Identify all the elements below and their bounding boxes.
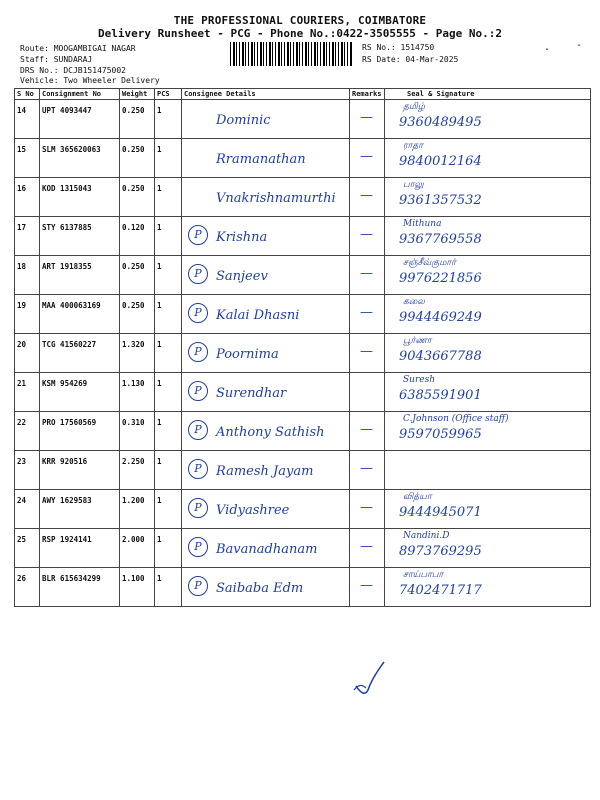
table-row: [15, 139, 591, 178]
remark-dash: —: [360, 110, 373, 125]
row-weight: 0.310: [120, 412, 155, 451]
row-consignment-no: BLR 615634299: [40, 568, 120, 607]
speck-mark: -: [576, 40, 583, 51]
consignee-name: Rramanathan: [216, 152, 306, 167]
remark-dash: —: [360, 344, 373, 359]
signer-name: சஞ்சீவ்குமார்: [403, 258, 456, 268]
row-consignment-no: STY 6137885: [40, 217, 120, 256]
delivered-mark: P: [188, 420, 208, 440]
col-sno: S No: [15, 89, 40, 100]
rs-number: RS No.: 1514750: [362, 43, 435, 52]
signer-phone: 9361357532: [399, 193, 482, 208]
signer-name: ராதா: [403, 141, 423, 151]
row-weight: 0.250: [120, 178, 155, 217]
signer-name: Nandini.D: [403, 531, 450, 541]
table-row: [15, 100, 591, 139]
runsheet-table: [14, 88, 591, 607]
signer-name: சாய்பாபா: [403, 570, 444, 580]
table-row: [15, 178, 591, 217]
table-row: [15, 217, 591, 256]
delivered-mark: P: [188, 576, 208, 596]
row-pcs: 1: [155, 139, 182, 178]
row-pcs: 1: [155, 412, 182, 451]
row-remarks: [350, 451, 385, 490]
staff-label: Staff: SUNDARAJ: [20, 55, 93, 64]
row-seal-signature: [385, 217, 591, 256]
vehicle-label: Vehicle: Two Wheeler Delivery: [20, 76, 160, 85]
row-consignee: [182, 178, 350, 217]
row-pcs: 1: [155, 295, 182, 334]
row-consignment-no: TCG 41560227: [40, 334, 120, 373]
row-seal-signature: [385, 373, 591, 412]
consignee-name: Saibaba Edm: [216, 581, 304, 596]
runsheet-title: Delivery Runsheet - PCG - Phone No.:0422-3505555 - Page No.:2: [98, 27, 502, 40]
consignee-name: Ramesh Jayam: [216, 464, 314, 479]
col-consignment: Consignment No: [40, 89, 120, 100]
remark-dash: —: [360, 578, 373, 593]
col-weight: Weight: [120, 89, 155, 100]
row-consignee: [182, 451, 350, 490]
row-seal-signature: [385, 451, 591, 490]
consignee-name: Vidyashree: [216, 503, 290, 518]
remark-dash: —: [360, 188, 373, 203]
row-consignee: [182, 568, 350, 607]
row-pcs: 1: [155, 529, 182, 568]
row-consignment-no: MAA 400063169: [40, 295, 120, 334]
row-weight: 0.250: [120, 100, 155, 139]
row-consignment-no: KRR 920516: [40, 451, 120, 490]
row-remarks: [350, 178, 385, 217]
row-remarks: [350, 529, 385, 568]
delivered-mark: P: [188, 342, 208, 362]
rs-date: RS Date: 04-Mar-2025: [362, 55, 459, 64]
row-seal-signature: [385, 568, 591, 607]
signer-name: பூர்ணா: [403, 336, 432, 346]
table-row: [15, 295, 591, 334]
table-row: [15, 256, 591, 295]
row-seal-signature: [385, 334, 591, 373]
consignee-name: Krishna: [216, 230, 268, 245]
row-sno: 14: [15, 100, 40, 139]
row-pcs: 1: [155, 100, 182, 139]
row-pcs: 1: [155, 451, 182, 490]
signer-name: Suresh: [403, 375, 436, 385]
row-consignment-no: KOD 1315043: [40, 178, 120, 217]
row-pcs: 1: [155, 373, 182, 412]
signer-phone: 9944469249: [399, 310, 482, 325]
row-consignee: [182, 295, 350, 334]
signer-name: பாலு: [403, 180, 424, 190]
row-consignment-no: RSP 1924141: [40, 529, 120, 568]
remark-dash: —: [360, 305, 373, 320]
row-consignee: [182, 217, 350, 256]
row-pcs: 1: [155, 568, 182, 607]
delivered-mark: P: [188, 381, 208, 401]
remark-dash: —: [360, 461, 373, 476]
row-sno: 20: [15, 334, 40, 373]
signer-phone: 9360489495: [399, 115, 482, 130]
row-sno: 24: [15, 490, 40, 529]
row-weight: 1.100: [120, 568, 155, 607]
row-seal-signature: [385, 529, 591, 568]
row-sno: 25: [15, 529, 40, 568]
table-header-row: [15, 89, 591, 100]
row-consignee: [182, 490, 350, 529]
delivered-mark: P: [188, 498, 208, 518]
col-pcs: PCS: [155, 89, 182, 100]
row-remarks: [350, 295, 385, 334]
row-seal-signature: [385, 412, 591, 451]
barcode: [230, 42, 352, 66]
remark-dash: —: [360, 500, 373, 515]
row-weight: 0.120: [120, 217, 155, 256]
row-weight: 1.320: [120, 334, 155, 373]
row-remarks: [350, 412, 385, 451]
row-sno: 19: [15, 295, 40, 334]
col-remarks: Remarks: [350, 89, 385, 100]
row-consignee: [182, 139, 350, 178]
row-weight: 0.250: [120, 256, 155, 295]
row-seal-signature: [385, 256, 591, 295]
speck-mark: .: [544, 42, 551, 53]
row-weight: 0.250: [120, 295, 155, 334]
signer-name: Mithuna: [403, 219, 442, 229]
row-consignee: [182, 334, 350, 373]
signer-name: தமிழ்: [403, 102, 425, 112]
row-seal-signature: [385, 100, 591, 139]
signer-phone: 9367769558: [399, 232, 482, 247]
row-pcs: 1: [155, 490, 182, 529]
row-remarks: [350, 100, 385, 139]
delivered-mark: P: [188, 303, 208, 323]
col-consignee: Consignee Details: [182, 89, 350, 100]
row-sno: 18: [15, 256, 40, 295]
delivered-mark: P: [188, 264, 208, 284]
row-sno: 21: [15, 373, 40, 412]
row-consignment-no: PRO 17560569: [40, 412, 120, 451]
row-weight: 1.200: [120, 490, 155, 529]
row-remarks: [350, 490, 385, 529]
table-row: [15, 568, 591, 607]
delivered-mark: P: [188, 537, 208, 557]
row-consignee: [182, 100, 350, 139]
row-pcs: 1: [155, 178, 182, 217]
row-sno: 23: [15, 451, 40, 490]
row-seal-signature: [385, 295, 591, 334]
consignee-name: Bavanadhanam: [216, 542, 318, 557]
remark-dash: —: [360, 149, 373, 164]
consignee-name: Anthony Sathish: [216, 425, 325, 440]
row-sno: 15: [15, 139, 40, 178]
row-seal-signature: [385, 178, 591, 217]
row-pcs: 1: [155, 334, 182, 373]
table-row: [15, 412, 591, 451]
table-row: [15, 334, 591, 373]
table-row: [15, 529, 591, 568]
consignee-name: Sanjeev: [216, 269, 268, 284]
consignee-name: Kalai Dhasni: [216, 308, 300, 323]
row-consignment-no: SLM 365620063: [40, 139, 120, 178]
row-consignment-no: AWY 1629583: [40, 490, 120, 529]
remark-dash: —: [360, 539, 373, 554]
table-row: [15, 490, 591, 529]
col-seal: Seal & Signature: [385, 89, 591, 100]
signer-phone: 9597059965: [399, 427, 482, 442]
row-remarks: [350, 256, 385, 295]
row-consignee: [182, 373, 350, 412]
signer-phone: 9444945071: [399, 505, 482, 520]
row-consignment-no: UPT 4093447: [40, 100, 120, 139]
row-pcs: 1: [155, 256, 182, 295]
row-weight: 0.250: [120, 139, 155, 178]
row-weight: 2.000: [120, 529, 155, 568]
table-row: [15, 451, 591, 490]
row-consignment-no: KSM 954269: [40, 373, 120, 412]
consignee-name: Poornima: [216, 347, 279, 362]
drs-number: DRS No.: DCJB151475002: [20, 66, 126, 75]
row-remarks: [350, 373, 385, 412]
row-weight: 1.130: [120, 373, 155, 412]
row-consignee: [182, 412, 350, 451]
consignee-name: Vnakrishnamurthi: [216, 191, 336, 206]
row-remarks: [350, 334, 385, 373]
row-consignee: [182, 256, 350, 295]
signer-phone: 7402471717: [399, 583, 482, 598]
row-sno: 16: [15, 178, 40, 217]
row-remarks: [350, 217, 385, 256]
row-sno: 17: [15, 217, 40, 256]
signature-scribble: [350, 660, 390, 700]
signer-phone: 6385591901: [399, 388, 482, 403]
row-remarks: [350, 568, 385, 607]
route-label: Route: MOOGAMBIGAI NAGAR: [20, 44, 136, 53]
signer-phone: 9976221856: [399, 271, 482, 286]
delivered-mark: P: [188, 459, 208, 479]
row-consignee: [182, 529, 350, 568]
delivered-mark: P: [188, 225, 208, 245]
remark-dash: —: [360, 422, 373, 437]
signer-name: C.Johnson (Office staff): [403, 414, 509, 424]
signer-phone: 9043667788: [399, 349, 482, 364]
row-seal-signature: [385, 490, 591, 529]
company-title: THE PROFESSIONAL COURIERS, COIMBATORE: [173, 14, 427, 27]
signer-phone: 9840012164: [399, 154, 482, 169]
signer-name: வித்யா: [403, 492, 432, 502]
table-row: [15, 373, 591, 412]
signer-phone: 8973769295: [399, 544, 482, 559]
row-pcs: 1: [155, 217, 182, 256]
signer-name: கலை: [403, 297, 425, 307]
row-seal-signature: [385, 139, 591, 178]
row-sno: 22: [15, 412, 40, 451]
row-remarks: [350, 139, 385, 178]
remark-dash: —: [360, 266, 373, 281]
consignee-name: Dominic: [216, 113, 271, 128]
row-consignment-no: ART 1918355: [40, 256, 120, 295]
row-sno: 26: [15, 568, 40, 607]
remark-dash: —: [360, 227, 373, 242]
consignee-name: Surendhar: [216, 386, 287, 401]
row-weight: 2.250: [120, 451, 155, 490]
